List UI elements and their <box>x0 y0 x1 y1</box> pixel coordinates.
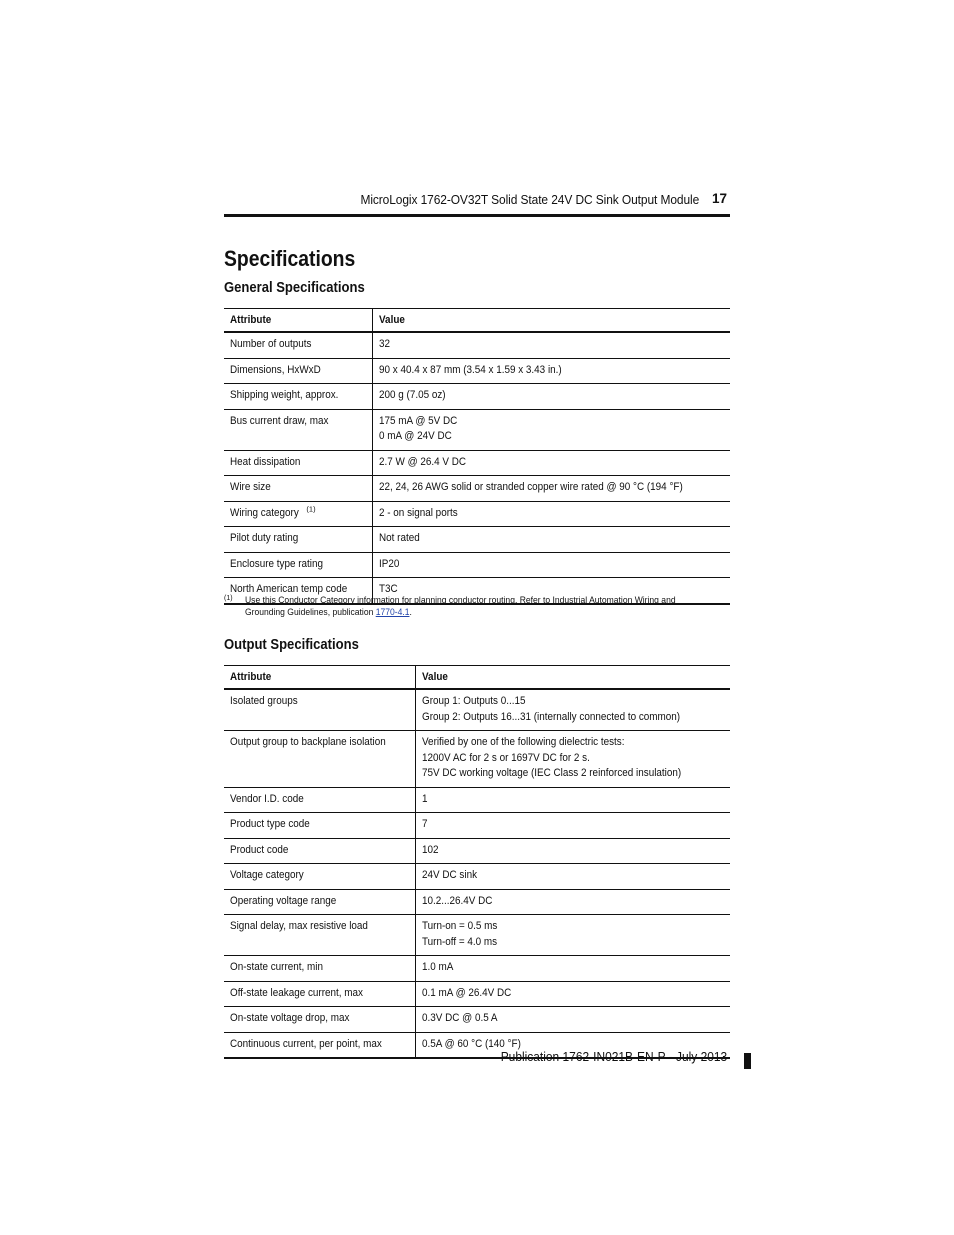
value-cell: 200 g (7.05 oz) <box>372 384 730 410</box>
attribute-cell: Isolated groups <box>224 689 415 731</box>
value-cell: Group 1: Outputs 0...15 Group 2: Outputs 16...31 (internally connected to common) <box>415 689 730 731</box>
value-cell: 0.5A @ 60 °C (140 °F) <box>415 1032 730 1058</box>
footnote-mark: (1) <box>224 595 233 602</box>
table-row <box>224 1007 730 1033</box>
attribute-cell: Heat dissipation <box>224 450 372 476</box>
attribute-cell: North American temp code <box>224 578 372 604</box>
table-row <box>224 956 730 982</box>
section-title: Specifications <box>224 246 356 271</box>
value-cell: 102 <box>415 838 730 864</box>
publication-link[interactable]: 1770-4.1 <box>375 606 410 618</box>
value-cell: 175 mA @ 5V DC 0 mA @ 24V DC <box>372 409 730 450</box>
column-header-attribute: Attribute <box>224 666 415 690</box>
value-cell: 2 - on signal ports <box>372 501 730 527</box>
value-cell: 1 <box>415 787 730 813</box>
table-row <box>224 838 730 864</box>
attribute-cell: Product type code <box>224 813 415 839</box>
attribute-cell: Operating voltage range <box>224 889 415 915</box>
footnote-reference: (1) <box>306 503 316 513</box>
value-cell: 0.3V DC @ 0.5 A <box>415 1007 730 1033</box>
value-cell: 10.2...26.4V DC <box>415 889 730 915</box>
table-header-row <box>224 309 730 333</box>
table-row <box>224 384 730 410</box>
page-number: 17 <box>711 191 727 206</box>
attribute-cell: On-state voltage drop, max <box>224 1007 415 1033</box>
table-row <box>224 813 730 839</box>
value-cell: 1.0 mA <box>415 956 730 982</box>
table-row <box>224 358 730 384</box>
attribute-cell: Pilot duty rating <box>224 527 372 553</box>
table-row <box>224 889 730 915</box>
value-cell: Verified by one of the following dielectric tests: 1200V AC for 2 s or 1697V DC for 2 s. 75V DC working voltage (IEC Class 2 reinforced insulation) <box>415 731 730 788</box>
attribute-cell: Wiring category $^{(1)}$ <box>224 501 372 527</box>
value-cell: IP20 <box>372 552 730 578</box>
column-header-value: Value <box>372 309 730 333</box>
table-header-row <box>224 666 730 690</box>
table-row <box>224 527 730 553</box>
attribute-cell: Voltage category <box>224 864 415 890</box>
general-specifications-table <box>224 308 730 605</box>
attribute-cell: Output group to backplane isolation <box>224 731 415 788</box>
page-header <box>224 188 730 217</box>
header-title: MicroLogix 1762-OV32T Solid State 24V DC Sink Output Module <box>360 192 699 207</box>
value-cell: 90 x 40.4 x 87 mm (3.54 x 1.59 x 3.43 in.) <box>372 358 730 384</box>
table-row <box>224 689 730 731</box>
table-row <box>224 476 730 502</box>
attribute-cell: Bus current draw, max <box>224 409 372 450</box>
table-row <box>224 450 730 476</box>
general-specifications-heading: General Specifications <box>224 280 365 296</box>
value-cell: 2.7 W @ 26.4 V DC <box>372 450 730 476</box>
table-row <box>224 552 730 578</box>
value-cell: 22, 24, 26 AWG solid or stranded copper wire rated @ 90 °C (194 °F) <box>372 476 730 502</box>
output-specifications-table <box>224 665 730 1059</box>
publication-footer: Publication 1762-IN021B-EN-P - July 2013 <box>500 1049 727 1064</box>
column-header-value: Value <box>415 666 730 690</box>
table-row <box>224 787 730 813</box>
attribute-cell: Signal delay, max resistive load <box>224 915 415 956</box>
table-row <box>224 501 730 527</box>
attribute-cell: Off-state leakage current, max <box>224 981 415 1007</box>
value-cell: 0.1 mA @ 26.4V DC <box>415 981 730 1007</box>
value-cell: Turn-on = 0.5 ms Turn-off = 4.0 ms <box>415 915 730 956</box>
column-header-attribute: Attribute <box>224 309 372 333</box>
table-row <box>224 409 730 450</box>
attribute-cell: Wire size <box>224 476 372 502</box>
attribute-cell: Number of outputs <box>224 332 372 358</box>
value-cell: 32 <box>372 332 730 358</box>
output-specifications-heading: Output Specifications <box>224 637 359 653</box>
table-row <box>224 915 730 956</box>
attribute-cell: Dimensions, HxWxD <box>224 358 372 384</box>
attribute-cell: Shipping weight, approx. <box>224 384 372 410</box>
footnote-text: Use this Conductor Category information for planning conductor routing. Refer to Industrial Automation Wiring and Grounding Guidelines, publication 1770-4.1. <box>245 595 676 618</box>
footer-marker <box>744 1053 751 1069</box>
table-row <box>224 332 730 358</box>
attribute-cell: Enclosure type rating <box>224 552 372 578</box>
value-cell: Not rated <box>372 527 730 553</box>
attribute-cell: Vendor I.D. code <box>224 787 415 813</box>
table-row <box>224 981 730 1007</box>
attribute-cell: Continuous current, per point, max <box>224 1032 415 1058</box>
table-row <box>224 864 730 890</box>
value-cell: 24V DC sink <box>415 864 730 890</box>
value-cell: T3C <box>372 578 730 604</box>
attribute-cell: Product code <box>224 838 415 864</box>
value-cell: 7 <box>415 813 730 839</box>
attribute-cell: On-state current, min <box>224 956 415 982</box>
table-row <box>224 731 730 788</box>
